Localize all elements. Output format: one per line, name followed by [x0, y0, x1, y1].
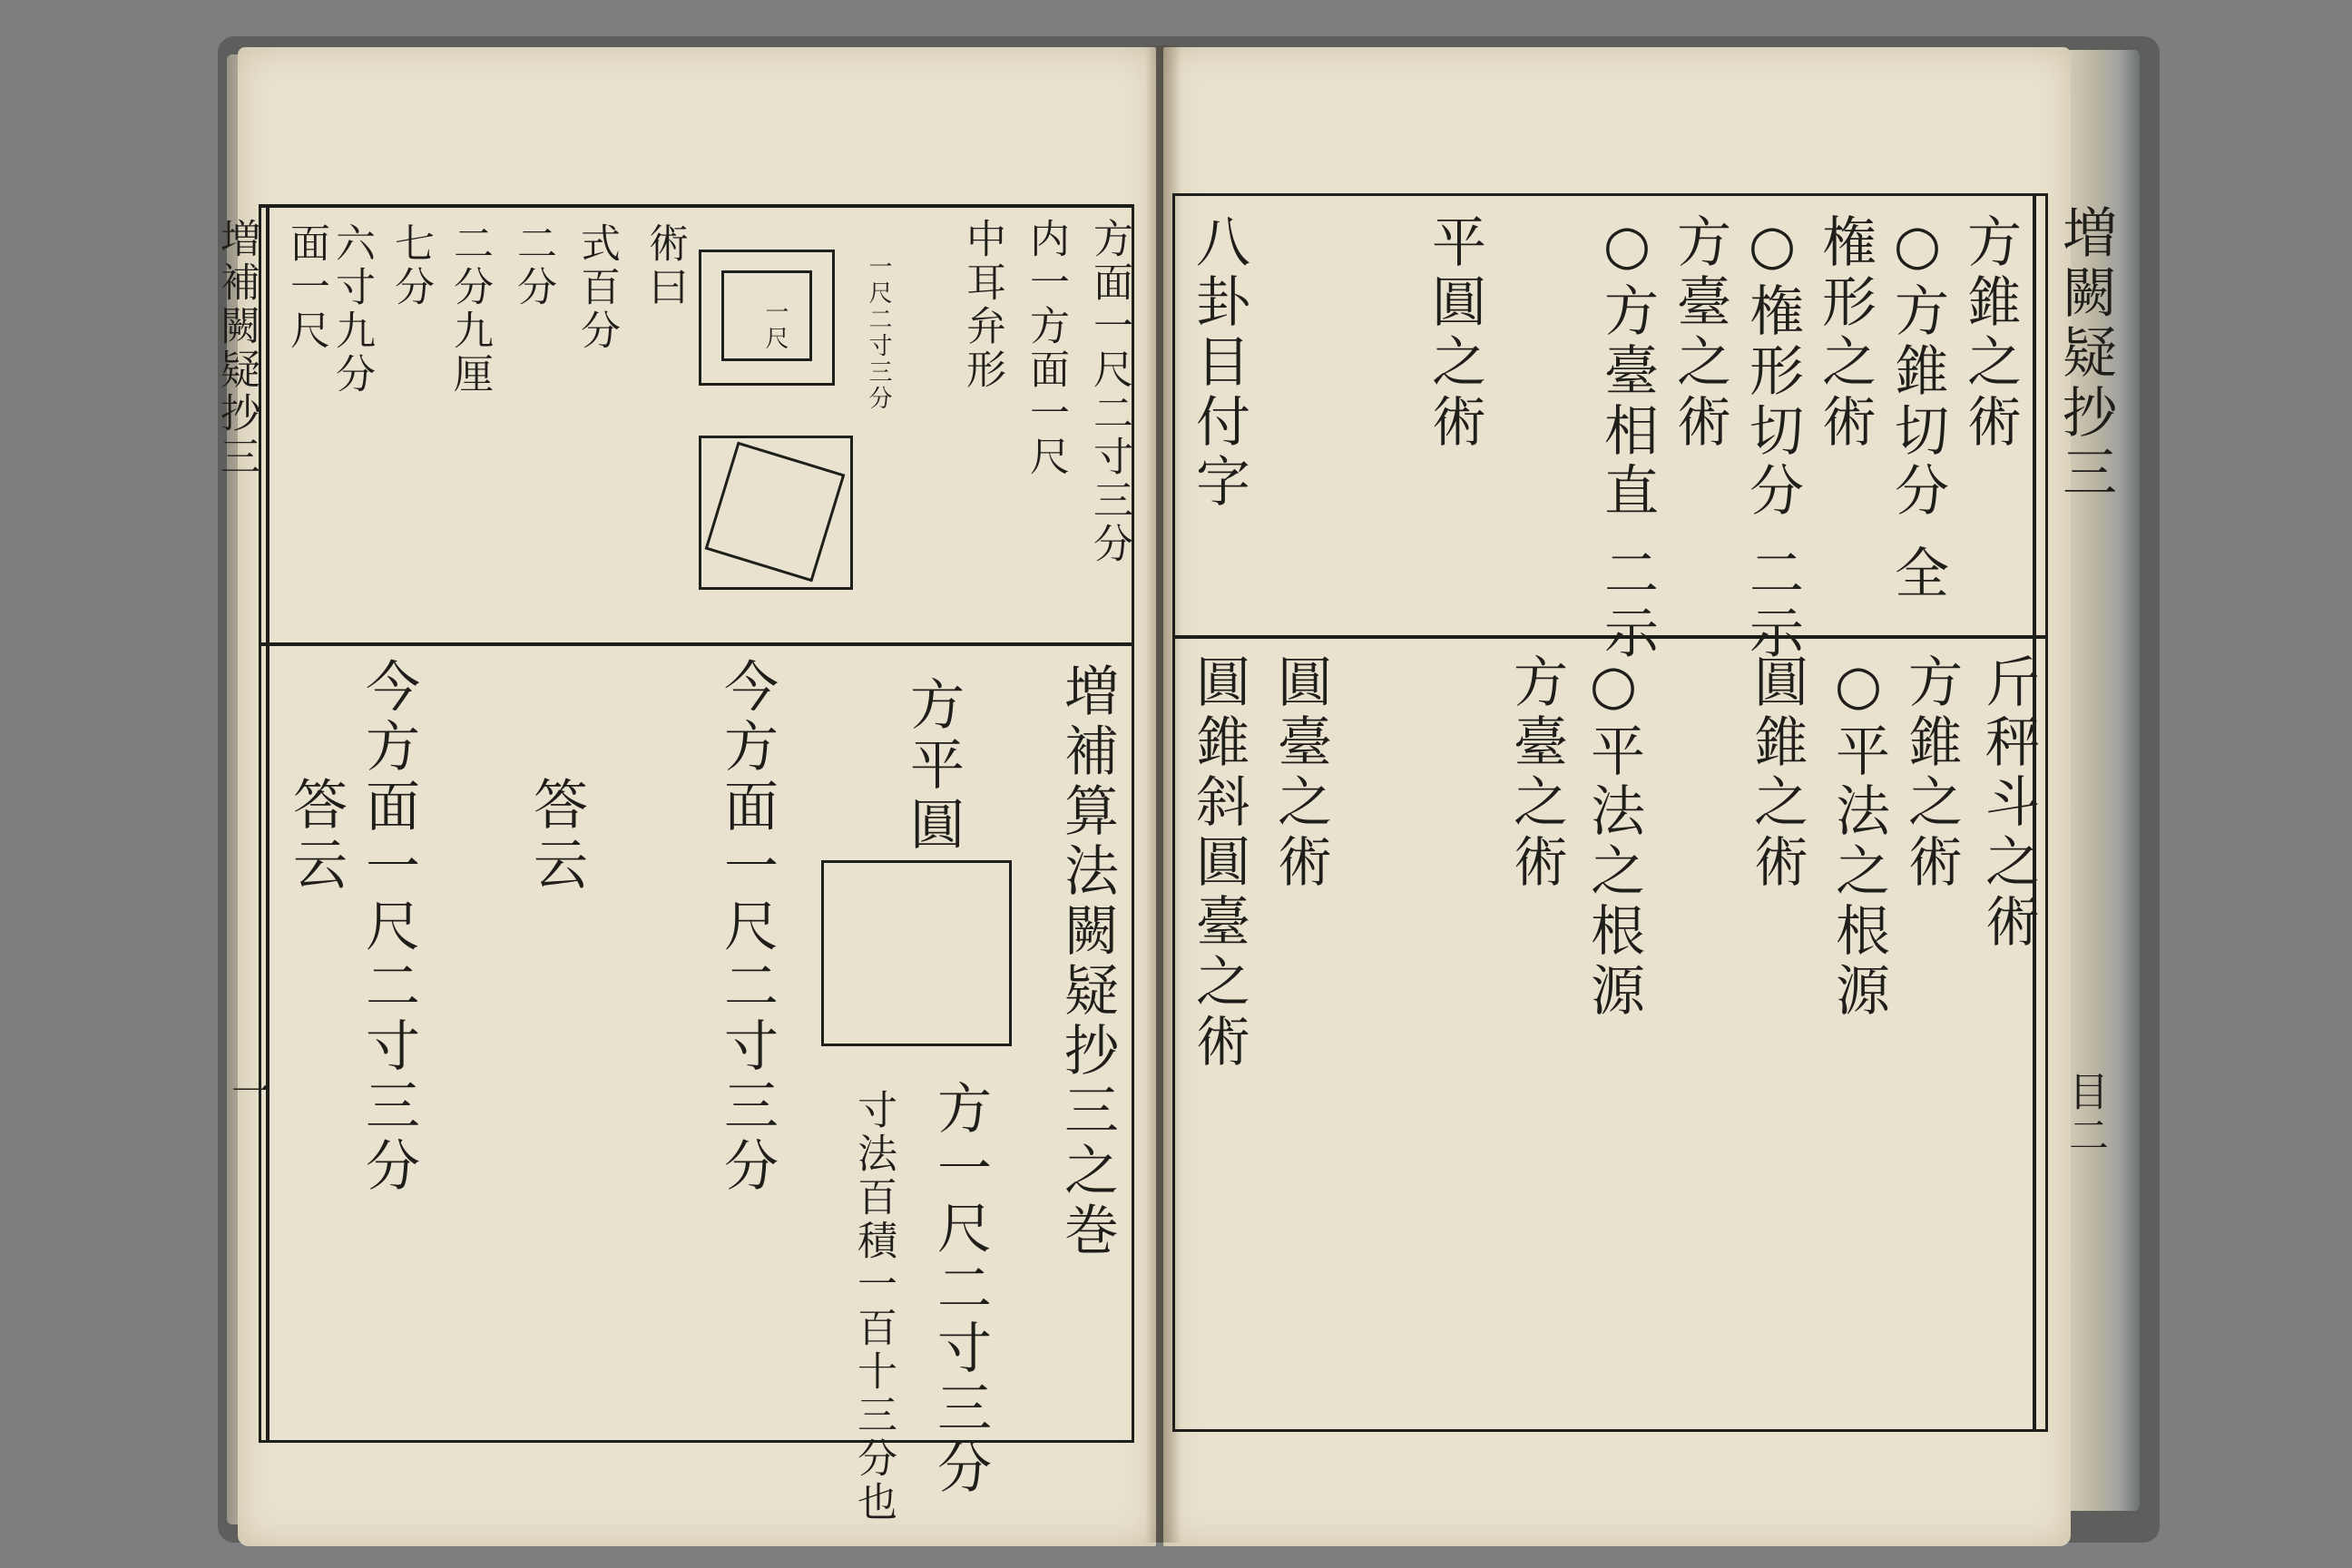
left-upper-col7: 二分 [510, 222, 556, 309]
right-lower-col6: 方臺之術 [1504, 653, 1568, 893]
right-upper-col3: 権形之術 [1813, 213, 1877, 453]
left-spine-line [266, 204, 270, 1443]
spine-label-left: 増補闕疑抄三 [213, 218, 260, 479]
left-lower-col2: 寸法百積一百十三分也 [850, 1089, 897, 1524]
square-figure [821, 860, 1012, 1046]
left-upper-col5: 術曰 [642, 222, 688, 309]
diagram-label-1: 一尺 [761, 299, 789, 352]
right-lower-col4: 圓錐之術 [1745, 653, 1808, 893]
right-lower-col7: 圓臺之術 [1269, 653, 1332, 893]
left-lower-col5: 今方面一尺二寸三分 [357, 658, 420, 1197]
left-upper-col8: 二分九厘 [446, 222, 493, 397]
left-lower-col4: 答云 [524, 776, 588, 896]
right-upper-col1: 方錐之術 [1958, 213, 2022, 453]
right-upper-col4: ○権形切分 二示 [1740, 213, 1804, 665]
left-top-border [259, 204, 1134, 208]
right-lower-col5: ○平法之根源 [1582, 653, 1645, 1022]
left-upper-col1: 方面一尺二寸三分 [1086, 218, 1132, 566]
left-upper-col4: 一尺二寸三分 [865, 254, 892, 412]
chapter-heading: 増補算法闕疑抄三之巻 [1055, 662, 1119, 1261]
left-upper-col10: 六寸九分 [328, 222, 375, 397]
spine-label-right: 増闕疑抄三 [2053, 204, 2117, 504]
right-upper-col6: ○方臺相直 二示 [1595, 213, 1659, 665]
right-lower-col3: ○平法之根源 [1827, 653, 1890, 1022]
right-upper-col8: 八卦目付字 [1187, 213, 1250, 513]
left-upper-col6: 式百分 [573, 222, 620, 353]
left-lower-col3: 今方面一尺二寸三分 [715, 658, 779, 1197]
folio-left: 一 [224, 1071, 270, 1114]
figure-title: 方平圓 [901, 676, 965, 856]
left-divider [259, 642, 1134, 646]
left-upper-col9: 七分 [387, 222, 434, 309]
left-upper-col2: 内一方面一尺 [1023, 218, 1069, 479]
right-lower-col1: 斤秤斗之術 [1976, 653, 2040, 953]
left-lower-col6: 答云 [284, 776, 348, 896]
right-upper-col2: ○方錐切分 全 [1886, 213, 1949, 605]
left-upper-col3: 中耳弁形 [959, 218, 1005, 392]
right-upper-col7: 平圓之術 [1423, 213, 1486, 453]
right-lower-col2: 方錐之術 [1899, 653, 1963, 893]
left-upper-col11: 面一尺 [283, 222, 329, 353]
right-upper-col5: 方臺之術 [1668, 213, 1731, 453]
left-lower-col1: 方一尺二寸三分 [928, 1080, 992, 1499]
right-lower-col8: 圓錐斜圓臺之術 [1187, 653, 1250, 1073]
folio-right: 目二 [2062, 1071, 2108, 1158]
